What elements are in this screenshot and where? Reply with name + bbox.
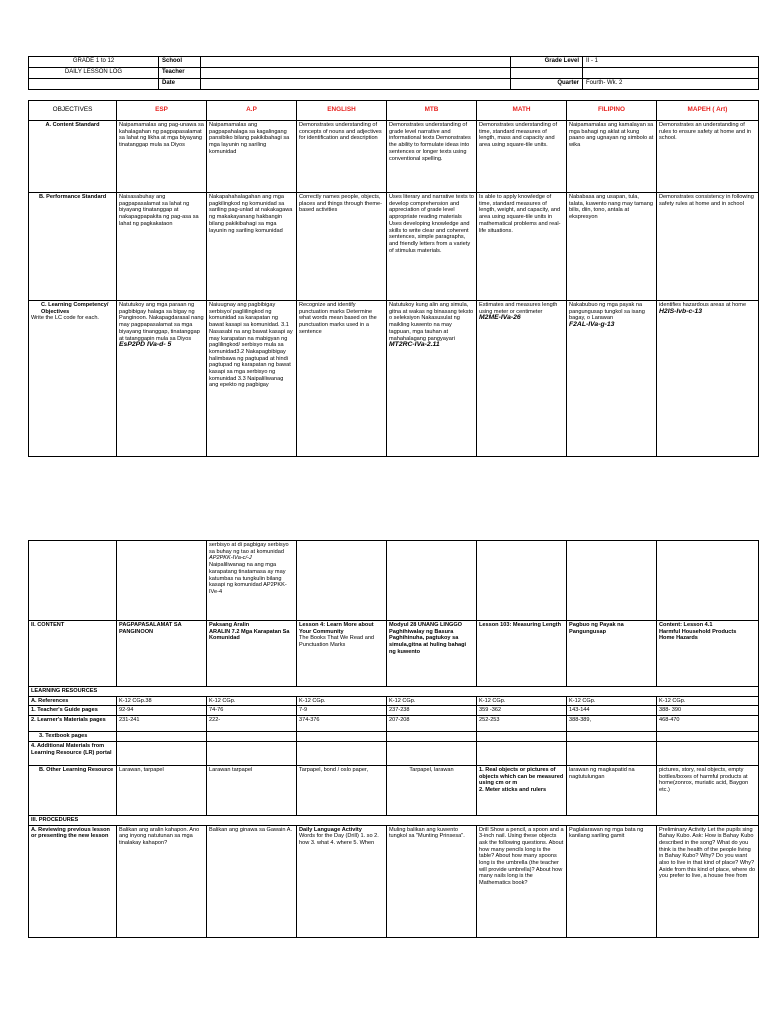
empty-cell [117, 541, 207, 621]
table-cell: Tarpapel, larawan [387, 765, 477, 815]
date-value [201, 79, 511, 90]
cell-text: Nakabubuo ng mga payak na pangungusap tungkol sa isang bagay, o Larawan [569, 302, 645, 322]
row-label: B. Other Learning Resource [29, 765, 117, 815]
empty-cell [29, 541, 117, 621]
table-cell [297, 825, 387, 937]
table-cell: K-12 CGp.38 [117, 696, 207, 706]
empty-cell [387, 732, 477, 742]
cell-text: Natutukoy ang mga paraan ng pagbibigay halaga sa bigay ng Panginoon. Nakapagdarasal nang may pagpapasalamat sa mga biyayang tinanggap, tinatanggap at tatanggapin mula sa Diyos [119, 302, 204, 342]
table-cell: Nakapahahalagahan ang mga pagkilingkod ng komunidad sa sariling pag-unlad at nakakagawa ng makakayanang hakbangin bilang pakikibahagi sa mga layunin ng sariling komunidad [207, 193, 297, 301]
empty-cell [297, 541, 387, 621]
header-table [28, 56, 759, 90]
table-cell: 237-238 [387, 706, 477, 716]
table-cell [207, 621, 297, 687]
table-cell [477, 301, 567, 457]
teachers-guide-row [29, 706, 759, 716]
section-label: III. PROCEDURES [29, 815, 759, 825]
table-cell: 388-389, [567, 716, 657, 732]
references-row [29, 696, 759, 706]
table-cell: Demonstrates understanding of time, standard measures of length, mass and capacity and area using square-tile units. [477, 121, 567, 193]
quarter-value: Fourth- Wk. 2 [583, 79, 759, 90]
reviewing-row [29, 825, 759, 937]
subject-filipino: FILIPINO [567, 101, 657, 121]
empty-cell [207, 732, 297, 742]
table-cell [117, 301, 207, 457]
lesson-table-page2 [28, 540, 759, 938]
table-cell: Naiuugnay ang pagbibigay serbisyo/ pagliilingkod ng komunidad sa karapatan ng bawat kasapi sa komunidad. 3.1 Nasasabi na ang bawat kasapi ay may karapatan na mabigyan ng paglilingkod/ serbisyo mula sa komunidad3.2 Nakapagbibigay halimbawa ng pagtupad at hindi pagtupad ng karapatan ng bawat kasapi sa mga serbisyo ng komunidad 3.3 Naipaliliwanag ang epekto ng pagbigay [207, 301, 297, 457]
cell-text: Home Hazards [659, 635, 698, 642]
table-cell: 7-9 [297, 706, 387, 716]
row-label-cell [29, 301, 117, 457]
table-cell: K-12 CGp. [297, 696, 387, 706]
resources-row [29, 687, 759, 697]
table-cell: Naipamamalas ang pag-unawa sa kahalagahan ng pagpapasalamat sa lahat ng likha at mga biyayang tinatanggap mula sa Diyos [117, 121, 207, 193]
quarter-label: Quarter [511, 79, 583, 90]
empty-cell [567, 732, 657, 742]
learning-competency-row [29, 301, 759, 457]
table-cell: Naisasabuhay ang pagpapasalamat sa lahat ng biyayang tinatanggap at nakapagpapakita ng pag-asa sa lahat ng pagkakataon [117, 193, 207, 301]
other-resources-row [29, 765, 759, 815]
empty-cell [117, 732, 207, 742]
cell-text: Naipaliliwanag na ang mga karapatang tinatamasa ay may katumbas na tungkulin bilang kasapi ng komunidad AP2PKK-IVe-4 [209, 562, 287, 595]
cell-text: ARALIN 7.2 Mga Karapatan Sa Komunidad [209, 628, 290, 642]
table-cell: Larawan, tarpapel [117, 765, 207, 815]
continuation-row [29, 541, 759, 621]
row-note: Write the LC code for each. [31, 315, 99, 322]
grades-label: GRADE 1 to 12 [29, 57, 159, 68]
table-cell: K-12 CGp. [207, 696, 297, 706]
cell-text: Lesson 4: Learn More about Your Community [299, 622, 374, 635]
table-cell: 252-253 [477, 716, 567, 732]
lc-code: F2AL-IVa-g-13 [569, 321, 615, 329]
cell-text: Paksang Aralin [209, 622, 250, 628]
table-cell [657, 301, 759, 457]
table-cell: 359 -362 [477, 706, 567, 716]
school-label: School [159, 57, 201, 68]
table-cell: 374-376 [297, 716, 387, 732]
cell-text: Content: Lesson 4.1 [659, 622, 713, 628]
lc-code: AP2PKK-IVa-c/-J [209, 555, 252, 562]
table-cell: pictures, story, real objects, empty bottles/boxes of harmful products at home(zonrox, muriatic acid, Baygon etc.) [657, 765, 759, 815]
cell-text: Words for the Day (Drill) 1. so 2. how 3. what 4. where 5. When [299, 833, 379, 846]
row-label: 4. Additional Materials from Learning Resource (LR) portal [29, 741, 117, 765]
table-cell: Demonstrates consistency in following safety rules at home and in school [657, 193, 759, 301]
table-cell [387, 301, 477, 457]
table-cell [657, 621, 759, 687]
learners-materials-row [29, 716, 759, 732]
table-cell [297, 621, 387, 687]
content-row [29, 621, 759, 687]
empty-cell [567, 741, 657, 765]
cell-text: 1. Real objects or pictures of objects which can be measured using cm or m [479, 766, 564, 787]
row-label: B. Performance Standard [29, 193, 117, 301]
performance-standard-row [29, 193, 759, 301]
table-cell: 468-470 [657, 716, 759, 732]
empty-cell [29, 79, 159, 90]
table-cell: PAGPAPASALAMAT SA PANGINOON [117, 621, 207, 687]
table-cell: Naipamamalas ang pagpapahalaga sa kagalingang pansibiko bilang pakikibahagi sa mga layunin ng sariling komunidad [207, 121, 297, 193]
subject-mapeh: MAPEH ( Art) [657, 101, 759, 121]
cell-text: 2. Meter sticks and rulers [479, 786, 547, 793]
cell-text: Daily Language Activity [299, 826, 362, 833]
row-label: 2. Learner's Materials pages [29, 716, 117, 732]
table-cell: 92-94 [117, 706, 207, 716]
table-cell: K-12 CGp. [477, 696, 567, 706]
table-cell: Nababasa ang usapan, tula, talata, kuwento nang may tamang bilis, diin, tono, antala at ekspresyon [567, 193, 657, 301]
table-cell: Demonstrates an understanding of rules to ensure safety at home and in school. [657, 121, 759, 193]
empty-cell [297, 732, 387, 742]
row-label: A. Reviewing previous lesson or presenting the new lesson [29, 825, 117, 937]
table-cell: Preliminary Activity Let the pupils sing Bahay Kubo. Ask: How is Bahay Kubo described in the song? What do you think is the health of the people living in Bahay Kubo? Why? Do you want also to live in that kind of place? Why? Aside from this kind of place, where do you prefer to live, a house free from [657, 825, 759, 937]
table-cell: Lesson 103: Measuring Length [477, 621, 567, 687]
table-cell: 207-208 [387, 716, 477, 732]
empty-cell [511, 68, 583, 79]
table-cell: Larawan tarpapel [207, 765, 297, 815]
table-cell: Recognize and identify punctuation marks Determine what words mean based on the punctuation marks used in a sentence [297, 301, 387, 457]
grade-level-value: II - 1 [583, 57, 759, 68]
table-cell: K-12 CGp. [657, 696, 759, 706]
empty-cell [477, 741, 567, 765]
table-cell: 222- [207, 716, 297, 732]
lc-code: EsP2PD IVa-d- 5 [119, 341, 172, 349]
row-label: 1. Teacher's Guide pages [29, 706, 117, 716]
empty-cell [477, 541, 567, 621]
row-label: C. Learning Competency/ Objectives [41, 302, 109, 315]
empty-cell [657, 741, 759, 765]
subject-header-row [29, 101, 759, 121]
table-cell: Demonstrates understanding of grade level narrative and informational texts Demonstrates the ability to formulate ideas into sentences or longer texts using conventional spelling. [387, 121, 477, 193]
table-cell: Tarpapel, bond / oslo paper, [297, 765, 387, 815]
empty-cell [297, 741, 387, 765]
table-cell: 388- 390 [657, 706, 759, 716]
grade-level-label: Grade Level [511, 57, 583, 68]
cell-text: serbisyo at di pagbigay serbisyo sa buhay ng tao at komunidad [209, 542, 289, 555]
section-label: LEARNING RESOURCES [29, 687, 759, 697]
doc-title: DAILY LESSON LOG [29, 68, 159, 79]
lesson-table-page1 [28, 100, 759, 457]
lc-code: M2ME-IVa-26 [479, 314, 521, 322]
subject-esp: ESP [117, 101, 207, 121]
additional-materials-row [29, 741, 759, 765]
subject-ap: A.P [207, 101, 297, 121]
table-cell: K-12 CGp. [567, 696, 657, 706]
table-cell: Pagbuo ng Payak na Pangungusap [567, 621, 657, 687]
empty-cell [117, 741, 207, 765]
row-label: A. References [29, 696, 117, 706]
teacher-value [201, 68, 511, 79]
table-cell: 74-76 [207, 706, 297, 716]
row-label: 3. Textbook pages [29, 732, 117, 742]
table-cell: Drill Show a pencil, a spoon and a 3-inch nail. Using these objects ask the following questions. About how many pencils long is the table? About how many spoons long is the umbrella (the teacher will provide umbrella)? About how many nails long is the Mathematics book? [477, 825, 567, 937]
empty-cell [657, 732, 759, 742]
textbook-row [29, 732, 759, 742]
table-cell: Modyul 28 UNANG LINGGO Paghihiwalay ng Basura Paghihinuha, pagtukoy sa simula,gitna at huling bahagi ng kuwento [387, 621, 477, 687]
procedures-row [29, 815, 759, 825]
teacher-label: Teacher [159, 68, 201, 79]
cell-text: Estimates and measures length using meter or centimeter [479, 302, 558, 315]
school-value [201, 57, 511, 68]
lc-code: H2IS-Ivb-c-13 [659, 307, 703, 315]
empty-cell [387, 741, 477, 765]
table-cell: Demonstrates understanding of concepts of nouns and adjectives for identification and description [297, 121, 387, 193]
table-cell [477, 765, 567, 815]
table-cell: 231-241 [117, 716, 207, 732]
subject-math: MATH [477, 101, 567, 121]
empty-cell [207, 741, 297, 765]
table-cell: Balikan ang ginawa sa Gawain A. [207, 825, 297, 937]
objectives-label: OBJECTIVES [29, 101, 117, 121]
row-label: A. Content Standard [29, 121, 117, 193]
table-cell [567, 301, 657, 457]
subject-mtb: MTB [387, 101, 477, 121]
table-cell: K-12 CGp. [387, 696, 477, 706]
empty-cell [387, 541, 477, 621]
lc-code: MT2RC-IVa-2.11 [389, 341, 440, 349]
table-cell: 143-144 [567, 706, 657, 716]
empty-cell [657, 541, 759, 621]
cell-text: Natutukoy kung alin ang simula, gitna at wakas ng binasang teksto o seleksiyon Nakasusulat ng maikling kuwento na may tagpuan, mga tauhan at mahahalagang pangyayari [389, 302, 474, 342]
table-cell: Naipamamalas ang kamalayan sa mga bahagi ng aklat at kung paano ang ugnayan ng simbolo at wika [567, 121, 657, 193]
cell-text: identifies hazardous areas at home [659, 302, 747, 308]
row-label: II. CONTENT [29, 621, 117, 687]
table-cell: Uses literary and narrative texts to develop comprehension and appreciation of grade level appropriate reading materials Uses developing knowledge and skills to write clear and coherent sentences, simple paragraphs, and friendly letters from a variety of stimulus materials. [387, 193, 477, 301]
table-cell: Is able to apply knowledge of time, standard measures of length, weight, and capacity, and area using square-tile units in mathematical problems and real-life situations. [477, 193, 567, 301]
empty-cell [583, 68, 759, 79]
table-cell: larawan ng magkapatid na nagtutulungan [567, 765, 657, 815]
cell-text: The Books That We Read and Punctuation Marks [299, 635, 375, 649]
content-standard-row [29, 121, 759, 193]
subject-english: ENGLISH [297, 101, 387, 121]
table-cell: Muling balikan ang kuwento tungkol sa "Munting Prinsesa". [387, 825, 477, 937]
table-cell [207, 541, 297, 621]
empty-cell [477, 732, 567, 742]
cell-text: Harmful Household Products [659, 628, 737, 635]
date-label: Date [159, 79, 201, 90]
table-cell: Paglalarawan ng mga bata ng kanilang sariling gamit [567, 825, 657, 937]
table-cell: Balikan ang aralin kahapon. Ano ang inyong natutunan sa mga tinalakay kahapon? [117, 825, 207, 937]
empty-cell [567, 541, 657, 621]
table-cell: Correctly names people, objects, places and things through theme-based activities [297, 193, 387, 301]
